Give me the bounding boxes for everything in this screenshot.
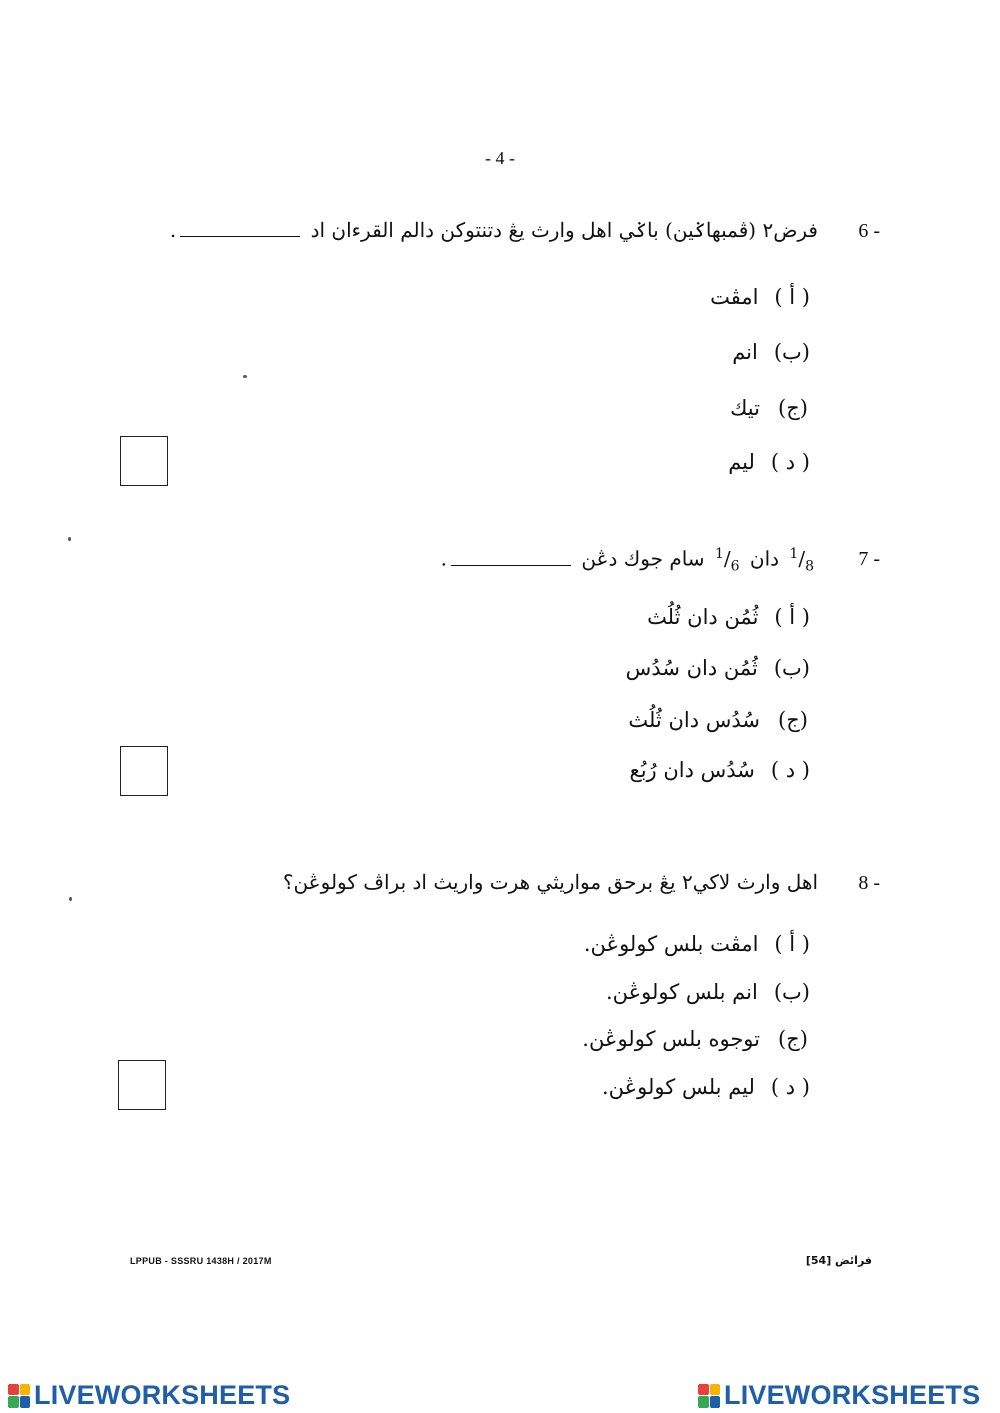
scan-speck [243,375,247,378]
question-6-option-c[interactable] [730,396,810,420]
option-text: سُدُس دان ثُلُث [628,708,760,732]
question-7-option-b[interactable] [626,656,810,680]
liveworksheets-icon [8,1384,30,1408]
option-label: ( د ) [770,758,810,782]
question-6-prompt: فرض٢ (ڤمبهاݢين) باݢي اهل وارث يڠ دتنتوکن دالم القرءان اد [310,218,818,242]
question-6-answer-box[interactable] [120,436,168,486]
liveworksheets-logo-right [698,1380,980,1411]
page-number: - 4 - [485,148,515,168]
option-label: ( د ) [770,1075,810,1099]
question-6 [140,212,880,252]
question-6-blank [180,236,300,237]
question-8-option-b[interactable] [606,980,810,1004]
liveworksheets-wordmark: LIVEWORKSHEETS [724,1380,981,1410]
option-text: ليم [728,450,755,474]
option-label: (ب) [773,340,810,364]
option-text: انم بلس کولوڠن. [605,980,758,1004]
liveworksheets-wordmark: LIVEWORKSHEETS [34,1380,291,1410]
question-8-number: 8 - [858,872,880,894]
question-8-answer-box[interactable] [118,1060,166,1110]
option-label: (ج) [778,396,808,420]
question-6-option-b[interactable] [732,340,810,364]
question-6-text [170,218,818,242]
question-7-text [441,546,818,575]
question-7-option-c[interactable] [628,708,810,732]
question-7 [140,540,880,580]
option-text: امڤت [710,285,759,309]
option-text: ليم بلس کولوڠن. [601,1075,755,1099]
question-7-answer-box[interactable] [120,746,168,796]
option-text: ثُمُن دان سُدُس [625,656,758,680]
question-6-option-d[interactable] [728,450,810,474]
option-label: (ج) [778,708,808,732]
question-7-option-a[interactable] [647,605,810,629]
option-label: (ب) [773,980,810,1004]
question-8-prompt: اهل وارث لاکي٢ يڠ برحق مواريثي هرت واريث اد براڤ کولوڠن؟ [282,870,818,894]
question-8-option-d[interactable] [602,1075,810,1099]
question-7-number: 7 - [858,548,880,570]
option-label: ( د ) [770,450,810,474]
question-6-number: 6 - [858,220,880,242]
option-text: ثُمُن دان ثُلُث [647,605,759,629]
question-7-prompt: سام جوك دڠن [581,546,705,571]
liveworksheets-icon [698,1384,720,1408]
question-6-period: . [169,218,177,242]
option-text: توجوه بلس کولوڠن. [582,1027,760,1051]
option-text: انم [732,340,758,364]
option-text: امڤت بلس کولوڠن. [583,932,759,956]
scan-speck [69,897,72,901]
question-8-option-a[interactable] [584,932,810,956]
question-8 [140,864,880,904]
option-label: ( أ ) [774,285,810,309]
question-7-blank [451,565,571,566]
liveworksheets-logo-left [8,1380,290,1411]
fraction-one-eighth: $^1/_8$ [789,546,814,575]
footer-exam-code: LPPUB - SSSRU 1438H / 2017M [130,1256,272,1266]
question-7-period: . [440,546,448,571]
option-text: تيك [730,396,760,420]
option-label: ( أ ) [774,932,810,956]
option-label: (ج) [778,1027,808,1051]
question-8-option-c[interactable] [582,1027,810,1051]
question-7-connector: دان [749,546,780,571]
option-label: (ب) [773,656,810,680]
option-text: سُدُس دان رُبُع [629,758,755,782]
footer-subject: فرائض [54] [805,1254,872,1267]
option-label: ( أ ) [774,605,810,629]
question-7-option-d[interactable] [630,758,810,782]
question-6-option-a[interactable] [710,285,810,309]
scan-speck [68,537,71,541]
fraction-one-sixth: $^1/_6$ [714,546,740,575]
